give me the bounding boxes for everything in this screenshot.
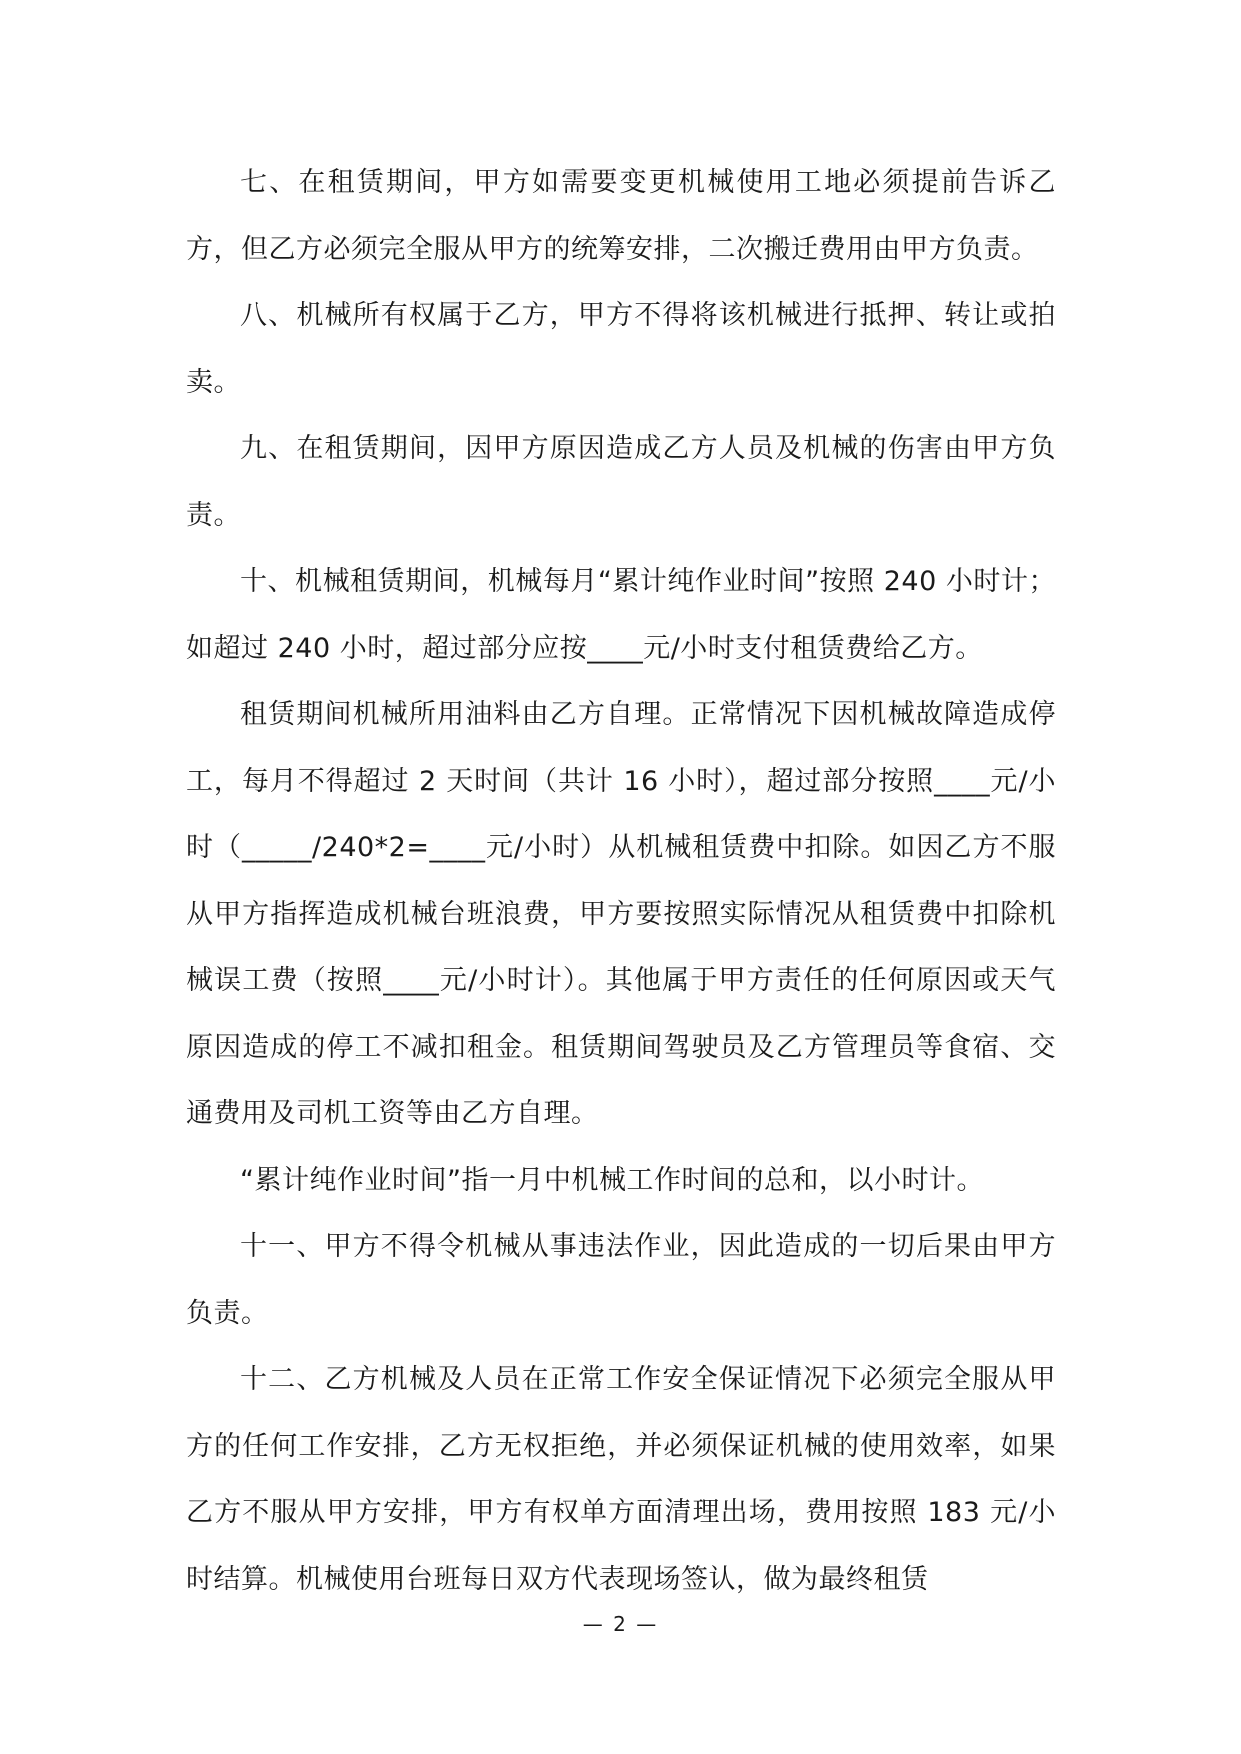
- clause-12-paragraph: 十二、乙方机械及人员在正常工作安全保证情况下必须完全服从甲方的任何工作安排，乙方无权拒绝，并必须保证机械的使用效率，如果乙方不服从甲方安排，甲方有权单方面清理出场，费用按照 183 元/小时结算。机械使用台班每日双方代表现场签认，做为最终租赁: [186, 1364, 1056, 1595]
- clause-11-paragraph: 十一、甲方不得令机械从事违法作业，因此造成的一切后果由甲方负责。: [186, 1231, 1056, 1329]
- page-number: — 2 —: [582, 1612, 659, 1636]
- clause-7-paragraph: 七、在租赁期间，甲方如需要变更机械使用工地必须提前告诉乙方，但乙方必须完全服从甲方的统筹安排，二次搬迁费用由甲方负责。: [186, 167, 1056, 265]
- fuel-and-downtime-paragraph: 租赁期间机械所用油料由乙方自理。正常情况下因机械故障造成停工，每月不得超过 2 天时间（共计 16 小时），超过部分按照____元/小时（_____/240*2=____元/小时）从机械租赁费中扣除。如因乙方不服从甲方指挥造成机械台班浪费，甲方要按照实际情况从租赁费中扣除机械误工费（按照____元/小时计）。其他属于甲方责任的任何原因或天气原因造成的停工不减扣租金。租赁期间驾驶员及乙方管理员等食宿、交通费用及司机工资等由乙方自理。: [186, 699, 1056, 1129]
- working-time-definition-paragraph: “累计纯作业时间”指一月中机械工作时间的总和，以小时计。: [240, 1164, 984, 1196]
- clause-8-paragraph: 八、机械所有权属于乙方，甲方不得将该机械进行抵押、转让或拍卖。: [186, 300, 1056, 398]
- clause-9-paragraph: 九、在租赁期间，因甲方原因造成乙方人员及机械的伤害由甲方负责。: [186, 433, 1056, 531]
- clause-10-paragraph: 十、机械租赁期间，机械每月“累计纯作业时间”按照 240 小时计；如超过 240 小时，超过部分应按____元/小时支付租赁费给乙方。: [186, 566, 1056, 664]
- document-body: [186, 150, 1056, 1613]
